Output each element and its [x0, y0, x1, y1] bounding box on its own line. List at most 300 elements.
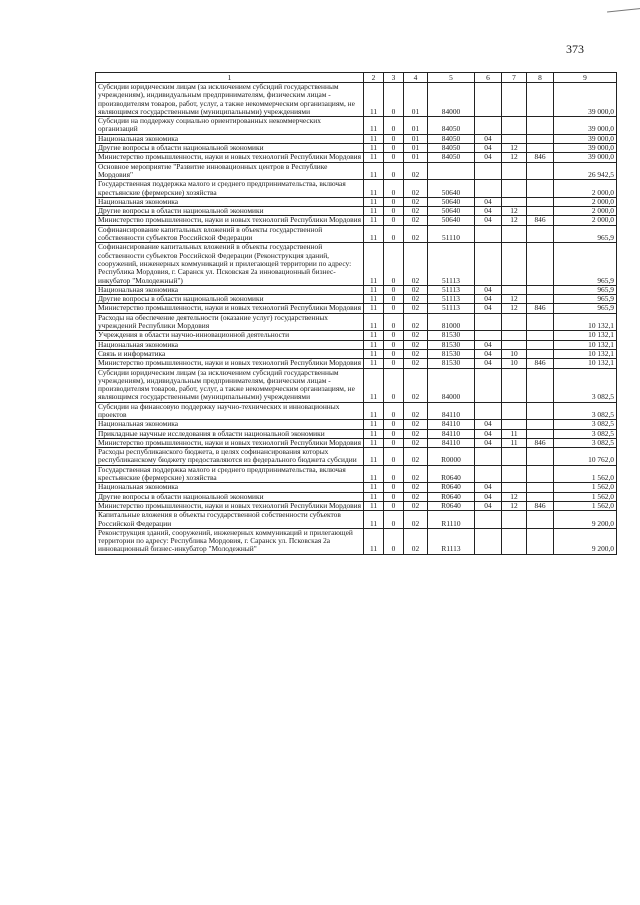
- row-amount-cell: 39 000,0: [554, 83, 617, 117]
- row-name-cell: Субсидии юридическим лицам (за исключением субсидий государственным учреждениям), индивидуальным предпринимателям, физическим лицам - производителям товаров, работ, услуг, а также некоммерческим организациям, не являющимся государственными (муниципальными) учреждениями: [96, 368, 364, 402]
- code-3-cell: 0: [384, 420, 404, 429]
- column-header: 7: [502, 73, 527, 83]
- table-row: [96, 162, 617, 180]
- code-7-cell: 12: [502, 501, 527, 510]
- row-amount-cell: 1 562,0: [554, 483, 617, 492]
- code-2-cell: 11: [364, 429, 384, 438]
- table-row: [96, 340, 617, 349]
- code-3-cell: 0: [384, 402, 404, 420]
- row-name-cell: Расходы на обеспечение деятельности (оказание услуг) государственных учреждений Республики Мордовия: [96, 313, 364, 331]
- code-6-cell: [475, 313, 502, 331]
- code-6-cell: [475, 162, 502, 180]
- row-name-cell: Софинансирование капитальных вложений в объекты государственной собственности субъектов Российской Федерации: [96, 225, 364, 243]
- code-3-cell: 0: [384, 492, 404, 501]
- row-amount-cell: 1 562,0: [554, 465, 617, 483]
- code-8-cell: [527, 180, 554, 198]
- code-2-cell: 11: [364, 243, 384, 285]
- code-8-cell: [527, 331, 554, 340]
- row-name-cell: Министерство промышленности, науки и новых технологий Республики Мордовия: [96, 438, 364, 447]
- code-6-cell: [475, 448, 502, 466]
- row-amount-cell: 2 000,0: [554, 216, 617, 225]
- code-2-cell: 11: [364, 313, 384, 331]
- code-5-cell: 51113: [428, 243, 475, 285]
- code-5-cell: 84000: [428, 83, 475, 117]
- table-row: [96, 511, 617, 529]
- code-8-cell: [527, 402, 554, 420]
- row-amount-cell: 26 942,5: [554, 162, 617, 180]
- code-2-cell: 11: [364, 295, 384, 304]
- row-amount-cell: 3 082,5: [554, 429, 617, 438]
- code-3-cell: 0: [384, 83, 404, 117]
- code-6-cell: 04: [475, 216, 502, 225]
- code-7-cell: [502, 528, 527, 554]
- code-4-cell: 02: [404, 429, 428, 438]
- row-name-cell: Другие вопросы в области национальной экономики: [96, 295, 364, 304]
- code-6-cell: 04: [475, 438, 502, 447]
- code-4-cell: 01: [404, 134, 428, 143]
- code-3-cell: 0: [384, 465, 404, 483]
- code-5-cell: R0640: [428, 492, 475, 501]
- code-4-cell: 02: [404, 483, 428, 492]
- code-6-cell: [475, 180, 502, 198]
- code-2-cell: 11: [364, 359, 384, 368]
- code-8-cell: [527, 207, 554, 216]
- code-5-cell: 51110: [428, 225, 475, 243]
- row-name-cell: Министерство промышленности, науки и новых технологий Республики Мордовия: [96, 216, 364, 225]
- code-3-cell: 0: [384, 340, 404, 349]
- code-7-cell: [502, 225, 527, 243]
- table-row: [96, 438, 617, 447]
- row-amount-cell: 3 082,5: [554, 402, 617, 420]
- code-7-cell: 10: [502, 359, 527, 368]
- code-6-cell: [475, 511, 502, 529]
- code-6-cell: 04: [475, 207, 502, 216]
- code-8-cell: [527, 429, 554, 438]
- code-8-cell: [527, 134, 554, 143]
- code-3-cell: 0: [384, 368, 404, 402]
- row-amount-cell: 39 000,0: [554, 153, 617, 162]
- code-4-cell: 02: [404, 501, 428, 510]
- code-8-cell: [527, 225, 554, 243]
- row-name-cell: Софинансирование капитальных вложений в объекты государственной собственности субъектов Российской Федерации (Реконструкция зданий, сооружений, инженерных коммуникаций и прилегающей территории по адресу: Республика Мордовия, г. Саранск ул. Псковская 2а инновационный бизнес-инкубатор "Молодежный"): [96, 243, 364, 285]
- code-5-cell: 84050: [428, 134, 475, 143]
- code-3-cell: 0: [384, 501, 404, 510]
- table-row: [96, 216, 617, 225]
- code-2-cell: 11: [364, 331, 384, 340]
- code-4-cell: 02: [404, 225, 428, 243]
- code-8-cell: [527, 83, 554, 117]
- code-6-cell: [475, 225, 502, 243]
- code-6-cell: 04: [475, 420, 502, 429]
- code-5-cell: R0000: [428, 448, 475, 466]
- code-5-cell: 81530: [428, 340, 475, 349]
- code-7-cell: [502, 331, 527, 340]
- row-amount-cell: 965,9: [554, 225, 617, 243]
- row-name-cell: Связь и информатика: [96, 349, 364, 358]
- code-6-cell: 04: [475, 295, 502, 304]
- code-3-cell: 0: [384, 162, 404, 180]
- code-7-cell: 10: [502, 349, 527, 358]
- column-header: 1: [96, 73, 364, 83]
- code-4-cell: 02: [404, 197, 428, 206]
- code-2-cell: 11: [364, 285, 384, 294]
- code-8-cell: [527, 528, 554, 554]
- code-4-cell: 01: [404, 117, 428, 135]
- code-5-cell: 81000: [428, 313, 475, 331]
- table-row: [96, 144, 617, 153]
- code-2-cell: 11: [364, 368, 384, 402]
- code-4-cell: 02: [404, 295, 428, 304]
- table-row: [96, 83, 617, 117]
- table-row: [96, 153, 617, 162]
- code-8-cell: [527, 420, 554, 429]
- code-5-cell: 81530: [428, 359, 475, 368]
- table-row: [96, 197, 617, 206]
- table-row: [96, 402, 617, 420]
- code-7-cell: 11: [502, 438, 527, 447]
- row-amount-cell: 965,9: [554, 304, 617, 313]
- code-7-cell: [502, 197, 527, 206]
- code-8-cell: [527, 162, 554, 180]
- code-2-cell: 11: [364, 448, 384, 466]
- code-4-cell: 02: [404, 313, 428, 331]
- code-8-cell: 846: [527, 501, 554, 510]
- code-6-cell: 04: [475, 134, 502, 143]
- code-8-cell: [527, 117, 554, 135]
- code-2-cell: 11: [364, 349, 384, 358]
- row-amount-cell: 10 132,1: [554, 313, 617, 331]
- table-row: [96, 304, 617, 313]
- code-7-cell: [502, 180, 527, 198]
- code-7-cell: [502, 313, 527, 331]
- code-5-cell: 84050: [428, 144, 475, 153]
- code-8-cell: [527, 144, 554, 153]
- table-row: [96, 501, 617, 510]
- code-2-cell: 11: [364, 117, 384, 135]
- code-4-cell: 01: [404, 153, 428, 162]
- code-6-cell: 04: [475, 483, 502, 492]
- code-7-cell: [502, 511, 527, 529]
- code-6-cell: [475, 83, 502, 117]
- page-number: 373: [566, 42, 584, 56]
- code-3-cell: 0: [384, 285, 404, 294]
- code-4-cell: 02: [404, 285, 428, 294]
- code-4-cell: 02: [404, 207, 428, 216]
- code-3-cell: 0: [384, 197, 404, 206]
- code-5-cell: 84050: [428, 153, 475, 162]
- code-8-cell: [527, 243, 554, 285]
- code-2-cell: 11: [364, 420, 384, 429]
- code-4-cell: 01: [404, 144, 428, 153]
- code-2-cell: 11: [364, 465, 384, 483]
- code-8-cell: [527, 511, 554, 529]
- code-6-cell: 04: [475, 285, 502, 294]
- row-name-cell: Министерство промышленности, науки и новых технологий Республики Мордовия: [96, 153, 364, 162]
- code-3-cell: 0: [384, 313, 404, 331]
- code-5-cell: 50640: [428, 197, 475, 206]
- code-6-cell: [475, 368, 502, 402]
- code-2-cell: 11: [364, 483, 384, 492]
- code-2-cell: 11: [364, 492, 384, 501]
- column-header: 5: [428, 73, 475, 83]
- code-4-cell: 02: [404, 368, 428, 402]
- code-8-cell: [527, 349, 554, 358]
- code-7-cell: 12: [502, 153, 527, 162]
- code-6-cell: 04: [475, 197, 502, 206]
- table-row: [96, 117, 617, 135]
- row-amount-cell: 2 000,0: [554, 197, 617, 206]
- code-4-cell: 02: [404, 162, 428, 180]
- table-row: [96, 448, 617, 466]
- code-7-cell: [502, 483, 527, 492]
- code-3-cell: 0: [384, 528, 404, 554]
- code-5-cell: 84110: [428, 420, 475, 429]
- table-row: [96, 483, 617, 492]
- table-row: [96, 207, 617, 216]
- code-2-cell: 11: [364, 511, 384, 529]
- code-2-cell: 11: [364, 144, 384, 153]
- code-4-cell: 02: [404, 528, 428, 554]
- code-6-cell: 04: [475, 340, 502, 349]
- row-amount-cell: 965,9: [554, 243, 617, 285]
- code-3-cell: 0: [384, 207, 404, 216]
- row-amount-cell: 10 132,1: [554, 349, 617, 358]
- code-8-cell: [527, 285, 554, 294]
- code-2-cell: 11: [364, 180, 384, 198]
- code-8-cell: [527, 368, 554, 402]
- row-amount-cell: 1 562,0: [554, 492, 617, 501]
- code-4-cell: 01: [404, 83, 428, 117]
- table-row: [96, 134, 617, 143]
- code-7-cell: 12: [502, 492, 527, 501]
- code-5-cell: R0640: [428, 483, 475, 492]
- code-3-cell: 0: [384, 243, 404, 285]
- code-7-cell: 12: [502, 295, 527, 304]
- row-name-cell: Основное мероприятие "Развитие инновационных центров в Республике Мордовия": [96, 162, 364, 180]
- row-amount-cell: 2 000,0: [554, 207, 617, 216]
- row-amount-cell: 10 132,1: [554, 331, 617, 340]
- code-5-cell: [428, 162, 475, 180]
- code-2-cell: 11: [364, 225, 384, 243]
- code-6-cell: 04: [475, 144, 502, 153]
- code-8-cell: 846: [527, 359, 554, 368]
- table-row: [96, 429, 617, 438]
- code-7-cell: [502, 134, 527, 143]
- table-row: [96, 331, 617, 340]
- code-4-cell: 02: [404, 331, 428, 340]
- code-8-cell: 846: [527, 153, 554, 162]
- row-amount-cell: 965,9: [554, 295, 617, 304]
- code-3-cell: 0: [384, 180, 404, 198]
- row-amount-cell: 9 200,0: [554, 528, 617, 554]
- row-name-cell: Другие вопросы в области национальной экономики: [96, 144, 364, 153]
- row-name-cell: Национальная экономика: [96, 134, 364, 143]
- column-header: 8: [527, 73, 554, 83]
- row-amount-cell: 9 200,0: [554, 511, 617, 529]
- row-amount-cell: 10 762,0: [554, 448, 617, 466]
- table-row: [96, 295, 617, 304]
- code-5-cell: 84110: [428, 402, 475, 420]
- table-row: [96, 225, 617, 243]
- code-5-cell: 84000: [428, 368, 475, 402]
- code-2-cell: 11: [364, 438, 384, 447]
- code-6-cell: 04: [475, 153, 502, 162]
- row-name-cell: Министерство промышленности, науки и новых технологий Республики Мордовия: [96, 304, 364, 313]
- table-row: [96, 349, 617, 358]
- code-4-cell: 02: [404, 420, 428, 429]
- row-name-cell: Национальная экономика: [96, 483, 364, 492]
- budget-table: [95, 72, 617, 555]
- code-4-cell: 02: [404, 216, 428, 225]
- code-6-cell: [475, 331, 502, 340]
- code-8-cell: [527, 197, 554, 206]
- code-8-cell: 846: [527, 304, 554, 313]
- code-3-cell: 0: [384, 359, 404, 368]
- table-row: [96, 359, 617, 368]
- row-name-cell: Субсидии юридическим лицам (за исключением субсидий государственным учреждениям), индивидуальным предпринимателям, физическим лицам - производителям товаров, работ, услуг, а также некоммерческим организациям, не являющимся государственными (муниципальными) учреждениями: [96, 83, 364, 117]
- code-2-cell: 11: [364, 340, 384, 349]
- code-8-cell: [527, 313, 554, 331]
- row-name-cell: Национальная экономика: [96, 285, 364, 294]
- table-row: [96, 243, 617, 285]
- row-name-cell: Субсидии на поддержку социально ориентированных некоммерческих организаций: [96, 117, 364, 135]
- code-5-cell: 81530: [428, 349, 475, 358]
- code-4-cell: 02: [404, 438, 428, 447]
- code-4-cell: 02: [404, 340, 428, 349]
- code-2-cell: 11: [364, 216, 384, 225]
- code-8-cell: 846: [527, 216, 554, 225]
- code-4-cell: 02: [404, 492, 428, 501]
- code-6-cell: [475, 465, 502, 483]
- column-header: 2: [364, 73, 384, 83]
- row-name-cell: Другие вопросы в области национальной экономики: [96, 492, 364, 501]
- row-name-cell: Капитальные вложения в объекты государственной собственности субъектов Российской Федерации: [96, 511, 364, 529]
- code-5-cell: 51113: [428, 304, 475, 313]
- code-7-cell: 12: [502, 216, 527, 225]
- row-name-cell: Министерство промышленности, науки и новых технологий Республики Мордовия: [96, 501, 364, 510]
- code-6-cell: [475, 243, 502, 285]
- table-row: [96, 368, 617, 402]
- row-amount-cell: 965,9: [554, 285, 617, 294]
- code-7-cell: [502, 402, 527, 420]
- row-name-cell: Прикладные научные исследования в области национальной экономики: [96, 429, 364, 438]
- code-4-cell: 02: [404, 243, 428, 285]
- code-2-cell: 11: [364, 153, 384, 162]
- code-3-cell: 0: [384, 295, 404, 304]
- code-8-cell: [527, 295, 554, 304]
- code-5-cell: R0640: [428, 501, 475, 510]
- code-5-cell: 50640: [428, 207, 475, 216]
- row-amount-cell: 39 000,0: [554, 117, 617, 135]
- code-7-cell: [502, 420, 527, 429]
- code-6-cell: [475, 528, 502, 554]
- code-3-cell: 0: [384, 117, 404, 135]
- code-6-cell: [475, 117, 502, 135]
- code-5-cell: 50640: [428, 216, 475, 225]
- code-6-cell: 04: [475, 501, 502, 510]
- code-2-cell: 11: [364, 162, 384, 180]
- code-6-cell: [475, 402, 502, 420]
- code-5-cell: 84050: [428, 117, 475, 135]
- row-name-cell: Национальная экономика: [96, 197, 364, 206]
- row-amount-cell: 10 132,1: [554, 340, 617, 349]
- code-7-cell: [502, 465, 527, 483]
- code-7-cell: [502, 368, 527, 402]
- code-4-cell: 02: [404, 511, 428, 529]
- code-6-cell: 04: [475, 429, 502, 438]
- code-5-cell: R1110: [428, 511, 475, 529]
- table-body: [96, 83, 617, 555]
- code-8-cell: [527, 492, 554, 501]
- row-amount-cell: 3 082,5: [554, 368, 617, 402]
- table-row: [96, 492, 617, 501]
- code-4-cell: 02: [404, 465, 428, 483]
- code-2-cell: 11: [364, 197, 384, 206]
- row-amount-cell: 1 562,0: [554, 501, 617, 510]
- code-4-cell: 02: [404, 448, 428, 466]
- code-8-cell: [527, 483, 554, 492]
- code-7-cell: [502, 162, 527, 180]
- code-2-cell: 11: [364, 528, 384, 554]
- row-name-cell: Министерство промышленности, науки и новых технологий Республики Мордовия: [96, 359, 364, 368]
- column-header: 6: [475, 73, 502, 83]
- table-row: [96, 180, 617, 198]
- code-2-cell: 11: [364, 501, 384, 510]
- code-5-cell: 81530: [428, 331, 475, 340]
- row-amount-cell: 3 082,5: [554, 420, 617, 429]
- code-6-cell: 04: [475, 492, 502, 501]
- code-3-cell: 0: [384, 153, 404, 162]
- code-4-cell: 02: [404, 349, 428, 358]
- code-5-cell: 51113: [428, 285, 475, 294]
- code-3-cell: 0: [384, 483, 404, 492]
- row-amount-cell: 10 132,1: [554, 359, 617, 368]
- row-name-cell: Государственная поддержка малого и среднего предпринимательства, включая крестьянские (фермерские) хозяйства: [96, 180, 364, 198]
- row-amount-cell: 39 000,0: [554, 144, 617, 153]
- code-4-cell: 02: [404, 359, 428, 368]
- table-row: [96, 285, 617, 294]
- row-name-cell: Субсидии на финансовую поддержку научно-технических и инновационных проектов: [96, 402, 364, 420]
- code-3-cell: 0: [384, 225, 404, 243]
- code-3-cell: 0: [384, 144, 404, 153]
- code-3-cell: 0: [384, 134, 404, 143]
- code-5-cell: 84110: [428, 438, 475, 447]
- code-8-cell: [527, 465, 554, 483]
- code-3-cell: 0: [384, 511, 404, 529]
- row-amount-cell: 2 000,0: [554, 180, 617, 198]
- code-2-cell: 11: [364, 83, 384, 117]
- row-name-cell: Национальная экономика: [96, 420, 364, 429]
- code-4-cell: 02: [404, 180, 428, 198]
- code-2-cell: 11: [364, 207, 384, 216]
- column-header: 4: [404, 73, 428, 83]
- code-7-cell: 12: [502, 304, 527, 313]
- code-2-cell: 11: [364, 134, 384, 143]
- code-3-cell: 0: [384, 216, 404, 225]
- code-7-cell: 12: [502, 207, 527, 216]
- code-3-cell: 0: [384, 429, 404, 438]
- code-7-cell: [502, 243, 527, 285]
- code-7-cell: [502, 448, 527, 466]
- column-header: 9: [554, 73, 617, 83]
- table-row: [96, 465, 617, 483]
- table-row: [96, 420, 617, 429]
- row-name-cell: Государственная поддержка малого и среднего предпринимательства, включая крестьянские (фермерские) хозяйства: [96, 465, 364, 483]
- code-7-cell: 12: [502, 144, 527, 153]
- code-7-cell: [502, 285, 527, 294]
- code-8-cell: [527, 340, 554, 349]
- code-5-cell: R1113: [428, 528, 475, 554]
